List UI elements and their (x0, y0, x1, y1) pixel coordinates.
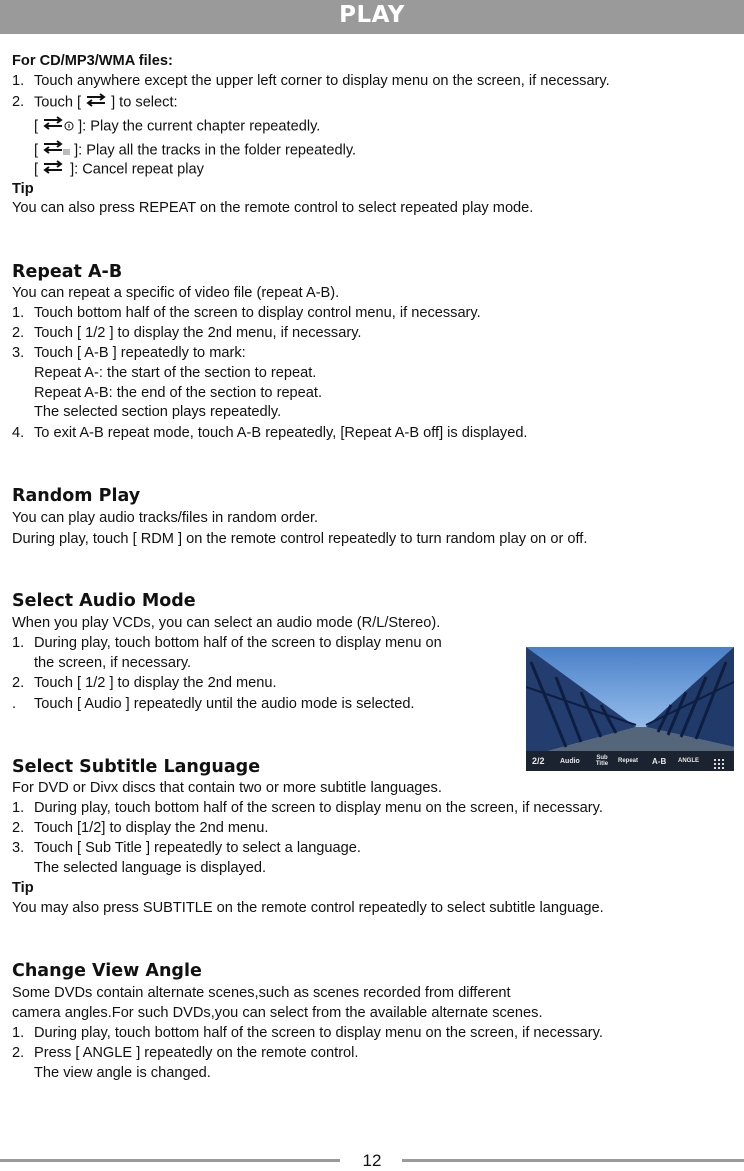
step-number: 2. (12, 94, 25, 111)
angle-step-2 (12, 1044, 358, 1062)
menu-audio: Audio (560, 757, 580, 765)
subtitle-step-2 (12, 819, 268, 837)
step-number: 3. (12, 345, 25, 361)
step-number: 1. (12, 1025, 25, 1041)
angle-step-1 (12, 1024, 603, 1042)
repeat-icon (84, 93, 108, 112)
step-text: Touch bottom half of the screen to display control menu, if necessary. (34, 305, 481, 321)
menu-repeat: Repeat (618, 758, 639, 764)
step-number: 2. (12, 1045, 25, 1061)
step-number: . (12, 696, 17, 712)
ab-step-1 (12, 304, 481, 322)
tip-text: You may also press SUBTITLE on the remote control repeatedly to select subtitle language. (12, 900, 604, 916)
section-title-audio-mode: Select Audio Mode (12, 591, 196, 611)
tip-text: You can also press REPEAT on the remote control to select repeated play mode. (12, 200, 534, 216)
repeat-one-icon (41, 116, 75, 137)
step-text: Touch [ 1/2 ] to display the 2nd menu, if necessary. (34, 325, 362, 341)
option-text: ]: Play all the tracks in the folder repeatedly. (74, 142, 357, 159)
ab-step-4 (12, 424, 528, 442)
step-text: Press [ ANGLE ] repeatedly on the remote control. (34, 1045, 359, 1061)
footer-rule-left (0, 1159, 340, 1162)
menu-subtitle: Sub Title (595, 755, 609, 767)
page-number: 12 (362, 1151, 382, 1170)
step-text: Touch [ Audio ] repeatedly until the audio mode is selected. (34, 696, 415, 712)
step-text: Touch [ 1/2 ] to display the 2nd menu. (34, 675, 277, 691)
section-title-repeat-ab: Repeat A-B (12, 262, 123, 282)
menu-page-indicator: 2/2 (532, 756, 545, 766)
video-screenshot (526, 647, 734, 771)
cd-step-2 (12, 93, 178, 112)
step-number: 1. (12, 305, 25, 321)
menu-ab: A-B (652, 756, 667, 766)
audio-step-1-cont: the screen, if necessary. (34, 655, 192, 671)
audio-intro: When you play VCDs, you can select an audio mode (R/L/Stereo). (12, 615, 441, 631)
subtitle-intro: For DVD or Divx discs that contain two or more subtitle languages. (12, 780, 442, 796)
random-line-2: During play, touch [ RDM ] on the remote control repeatedly to turn random play on or off. (12, 531, 588, 547)
tip-label: Tip (12, 181, 34, 197)
audio-step-2 (12, 674, 277, 692)
ab-step-3 (12, 344, 246, 362)
cd-heading: For CD/MP3/WMA files: (12, 53, 173, 69)
ab-step-2 (12, 324, 361, 342)
footer-rule-right (402, 1159, 744, 1162)
on-screen-menu (526, 751, 734, 771)
ab-step-3-detail: The selected section plays repeatedly. (34, 404, 282, 420)
bracket: [ (34, 142, 39, 159)
ab-intro: You can repeat a specific of video file (repeat A-B). (12, 285, 340, 301)
bracket: [ (34, 118, 39, 135)
ab-step-3-detail: Repeat A-: the start of the section to repeat. (34, 365, 317, 381)
step-number: 1. (12, 635, 25, 651)
step-number: 3. (12, 840, 25, 856)
step-number: 1. (12, 800, 25, 816)
cd-step-1 (12, 72, 610, 90)
step-text: Touch anywhere except the upper left corner to display menu on the screen, if necessary. (34, 73, 610, 89)
section-title-subtitle: Select Subtitle Language (12, 757, 261, 777)
ab-step-3-detail: Repeat A-B: the end of the section to repeat. (34, 385, 323, 401)
repeat-option-cancel (12, 160, 204, 179)
audio-step-1 (12, 634, 442, 652)
step-number: 2. (12, 675, 25, 691)
step-text: During play, touch bottom half of the screen to display menu on the screen, if necessary. (34, 800, 603, 816)
option-text: ]: Play the current chapter repeatedly. (78, 118, 321, 135)
subtitle-step-3 (12, 839, 361, 857)
step-number: 4. (12, 425, 25, 441)
step-text: Touch [ A-B ] repeatedly to mark: (34, 345, 246, 361)
repeat-option-folder (12, 140, 356, 161)
menu-angle: ANGLE (678, 758, 699, 764)
step-text: ] to select: (111, 94, 178, 111)
angle-step-2-detail: The view angle is changed. (34, 1065, 211, 1081)
step-text: During play, touch bottom half of the screen to display menu on the screen, if necessary. (34, 1025, 603, 1041)
repeat-option-chapter (12, 116, 320, 137)
angle-line-1: Some DVDs contain alternate scenes,such as scenes recorded from different (12, 985, 511, 1001)
step-number: 2. (12, 325, 25, 341)
step-text: To exit A-B repeat mode, touch A-B repeatedly, [Repeat A-B off] is displayed. (34, 425, 528, 441)
step-text: Touch [1/2] to display the 2nd menu. (34, 820, 269, 836)
repeat-off-icon (41, 160, 67, 179)
tip-label: Tip (12, 880, 34, 896)
section-title-view-angle: Change View Angle (12, 961, 202, 981)
step-number: 2. (12, 820, 25, 836)
repeat-folder-icon (41, 140, 71, 161)
step-text: Touch [ (34, 94, 82, 111)
bracket: [ (34, 161, 39, 178)
option-text: ]: Cancel repeat play (70, 161, 204, 178)
grid-menu-icon (714, 756, 726, 771)
angle-line-2: camera angles.For such DVDs,you can select from the available alternate scenes. (12, 1005, 543, 1021)
subtitle-step-3-detail: The selected language is displayed. (34, 860, 267, 876)
step-text: Touch [ Sub Title ] repeatedly to select a language. (34, 840, 361, 856)
audio-step-3 (12, 695, 415, 713)
section-title-random-play: Random Play (12, 486, 141, 506)
step-text: During play, touch bottom half of the screen to display menu on (34, 635, 442, 651)
random-line-1: You can play audio tracks/files in random order. (12, 510, 319, 526)
step-number: 1. (12, 73, 25, 89)
subtitle-step-1 (12, 799, 603, 817)
page-title: PLAY (339, 2, 405, 28)
